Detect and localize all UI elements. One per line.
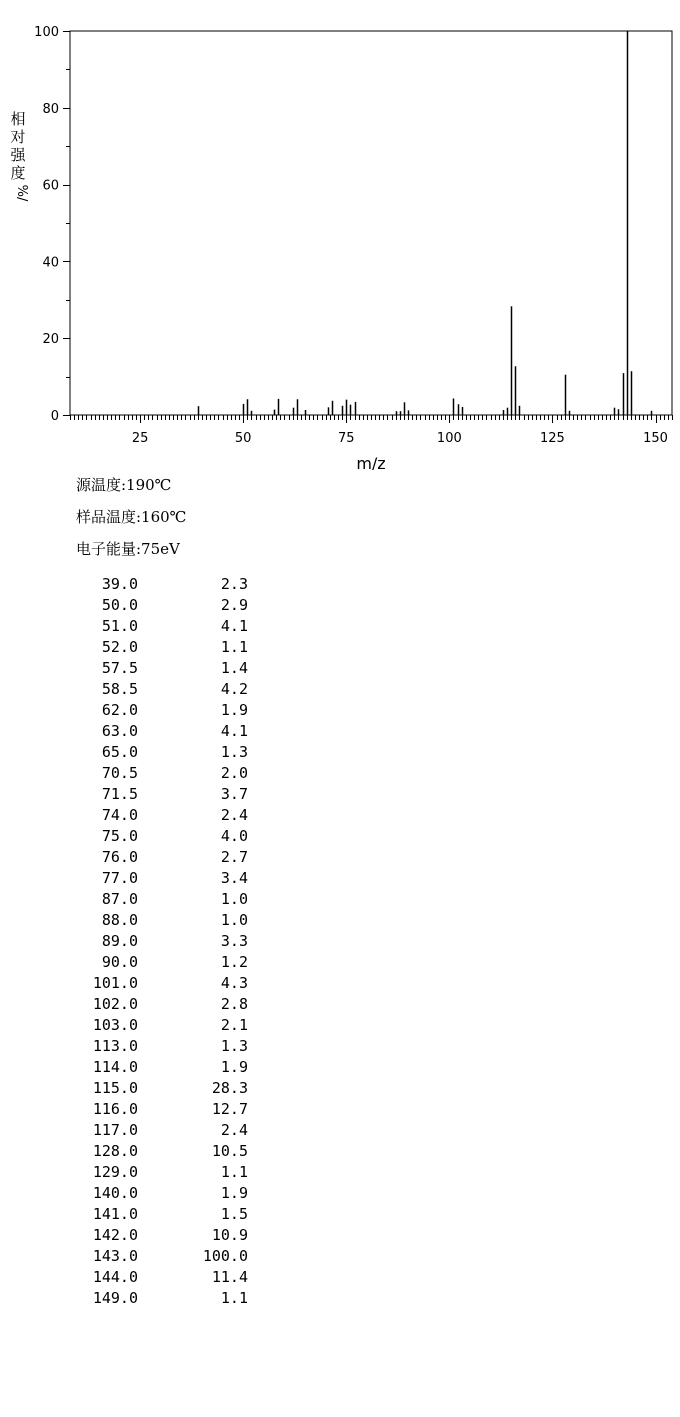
peak-mz: 70.5 — [101, 764, 138, 782]
sample-temperature: 样品温度:160℃ — [76, 508, 187, 526]
x-tick-label: 25 — [131, 431, 149, 446]
peak-mz: 149.0 — [92, 1289, 138, 1307]
peak-abundance: 100.0 — [202, 1247, 248, 1265]
peak-abundance: 1.9 — [220, 1058, 248, 1076]
peak-mz: 58.5 — [101, 680, 138, 698]
peak-abundance: 2.9 — [220, 596, 248, 614]
peak-abundance: 11.4 — [211, 1268, 248, 1286]
peak-row — [80, 847, 248, 868]
peak-row — [80, 994, 248, 1015]
peak-row — [80, 1204, 248, 1225]
peak-row — [80, 763, 248, 784]
peak-mz: 144.0 — [92, 1268, 138, 1286]
peak-row — [80, 1246, 248, 1267]
peak-mz: 115.0 — [92, 1079, 138, 1097]
peak-mz: 57.5 — [101, 659, 138, 677]
peak-abundance: 1.9 — [220, 1184, 248, 1202]
peak-table — [80, 574, 248, 1309]
peak-row — [80, 595, 248, 616]
mass-spectrum-chart — [0, 0, 680, 470]
peak-abundance: 2.0 — [220, 764, 248, 782]
peak-row — [80, 805, 248, 826]
peak-mz: 71.5 — [101, 785, 138, 803]
peak-abundance: 3.7 — [220, 785, 248, 803]
peak-mz: 114.0 — [92, 1058, 138, 1076]
peak-row — [80, 910, 248, 931]
x-tick-label: 125 — [540, 431, 565, 446]
peak-mz: 113.0 — [92, 1037, 138, 1055]
peak-mz: 129.0 — [92, 1163, 138, 1181]
peak-row — [80, 1141, 248, 1162]
y-tick-label: 60 — [42, 178, 59, 194]
peak-abundance: 1.9 — [220, 701, 248, 719]
peak-row — [80, 1057, 248, 1078]
x-tick-label: 150 — [643, 431, 668, 446]
peak-row — [80, 637, 248, 658]
peak-abundance: 3.3 — [220, 932, 248, 950]
peak-mz: 140.0 — [92, 1184, 138, 1202]
y-axis-label-char: 度 — [10, 164, 26, 182]
peak-row — [80, 1078, 248, 1099]
y-axis-label-unit: %/ — [14, 184, 29, 202]
peak-row — [80, 1099, 248, 1120]
peak-mz: 77.0 — [101, 869, 138, 887]
peak-row — [80, 826, 248, 847]
peak-abundance: 4.1 — [220, 617, 248, 635]
peak-mz: 74.0 — [101, 806, 138, 824]
peak-abundance: 2.1 — [220, 1016, 248, 1034]
peak-mz: 65.0 — [101, 743, 138, 761]
peak-abundance: 3.4 — [220, 869, 248, 887]
peak-abundance: 4.2 — [220, 680, 248, 698]
peak-row — [80, 1183, 248, 1204]
peak-mz: 117.0 — [92, 1121, 138, 1139]
peak-row — [80, 1015, 248, 1036]
peak-mz: 76.0 — [101, 848, 138, 866]
peak-row — [80, 931, 248, 952]
peak-abundance: 4.1 — [220, 722, 248, 740]
peak-abundance: 1.4 — [220, 659, 248, 677]
peak-mz: 52.0 — [101, 638, 138, 656]
y-tick-label: 80 — [42, 101, 59, 117]
peak-mz: 50.0 — [101, 596, 138, 614]
peak-mz: 39.0 — [101, 575, 138, 593]
peak-mz: 75.0 — [101, 827, 138, 845]
y-axis-label-char: 对 — [10, 128, 26, 146]
peak-mz: 141.0 — [92, 1205, 138, 1223]
peak-row — [80, 679, 248, 700]
plot-frame — [70, 31, 672, 415]
x-tick-label: 75 — [337, 431, 355, 446]
peak-row — [80, 1162, 248, 1183]
peak-row — [80, 1288, 248, 1309]
y-tick-label: 20 — [42, 332, 59, 348]
peak-abundance: 1.1 — [220, 1289, 248, 1307]
peak-abundance: 4.3 — [220, 974, 248, 992]
x-axis-label: m/z — [356, 454, 386, 470]
y-tick-label: 0 — [50, 409, 59, 424]
peak-mz: 62.0 — [101, 701, 138, 719]
peak-abundance: 12.7 — [211, 1100, 248, 1118]
peak-row — [80, 658, 248, 679]
peak-row — [80, 889, 248, 910]
peak-row — [80, 574, 248, 595]
peak-mz: 143.0 — [92, 1247, 138, 1265]
peak-abundance: 1.3 — [220, 743, 248, 761]
peak-mz: 103.0 — [92, 1016, 138, 1034]
peak-abundance: 4.0 — [220, 827, 248, 845]
peak-abundance: 1.1 — [220, 638, 248, 656]
peak-abundance: 2.8 — [220, 995, 248, 1013]
peak-abundance: 10.5 — [211, 1142, 248, 1160]
peak-abundance: 2.4 — [220, 806, 248, 824]
peak-row — [80, 742, 248, 763]
x-tick-label: 100 — [436, 431, 462, 446]
electron-energy: 电子能量:75eV — [76, 540, 180, 558]
peak-row — [80, 973, 248, 994]
peak-mz: 102.0 — [92, 995, 138, 1013]
peak-abundance: 1.1 — [220, 1163, 248, 1181]
peak-row — [80, 616, 248, 637]
peak-row — [80, 700, 248, 721]
y-tick-label: 40 — [42, 255, 59, 271]
peak-mz: 116.0 — [92, 1100, 138, 1118]
peak-row — [80, 1267, 248, 1288]
peak-abundance: 2.4 — [220, 1121, 248, 1139]
peak-mz: 51.0 — [101, 617, 138, 635]
peak-mz: 88.0 — [101, 911, 138, 929]
peak-abundance: 1.5 — [220, 1205, 248, 1223]
peak-mz: 89.0 — [101, 932, 138, 950]
peak-row — [80, 1225, 248, 1246]
peak-mz: 142.0 — [92, 1226, 138, 1244]
peak-abundance: 28.3 — [211, 1079, 248, 1097]
peak-mz: 63.0 — [101, 722, 138, 740]
peak-abundance: 1.0 — [220, 890, 248, 908]
peak-abundance: 2.3 — [220, 575, 248, 593]
peak-row — [80, 1036, 248, 1057]
peak-abundance: 1.0 — [220, 911, 248, 929]
peak-abundance: 1.2 — [220, 953, 248, 971]
peak-mz: 90.0 — [101, 953, 138, 971]
peak-row — [80, 952, 248, 973]
peak-row — [80, 784, 248, 805]
peak-row — [80, 868, 248, 889]
peak-abundance: 2.7 — [220, 848, 248, 866]
x-tick-label: 50 — [234, 431, 252, 446]
y-axis-label-char: 相 — [10, 110, 26, 128]
y-tick-label: 100 — [34, 25, 59, 40]
y-axis-label-char: 强 — [10, 146, 26, 164]
peak-row — [80, 721, 248, 742]
peak-abundance: 1.3 — [220, 1037, 248, 1055]
source-temperature: 源温度:190℃ — [76, 476, 172, 494]
peak-mz: 101.0 — [92, 974, 138, 992]
peak-mz: 128.0 — [92, 1142, 138, 1160]
peak-abundance: 10.9 — [211, 1226, 248, 1244]
peak-mz: 87.0 — [101, 890, 138, 908]
peak-row — [80, 1120, 248, 1141]
